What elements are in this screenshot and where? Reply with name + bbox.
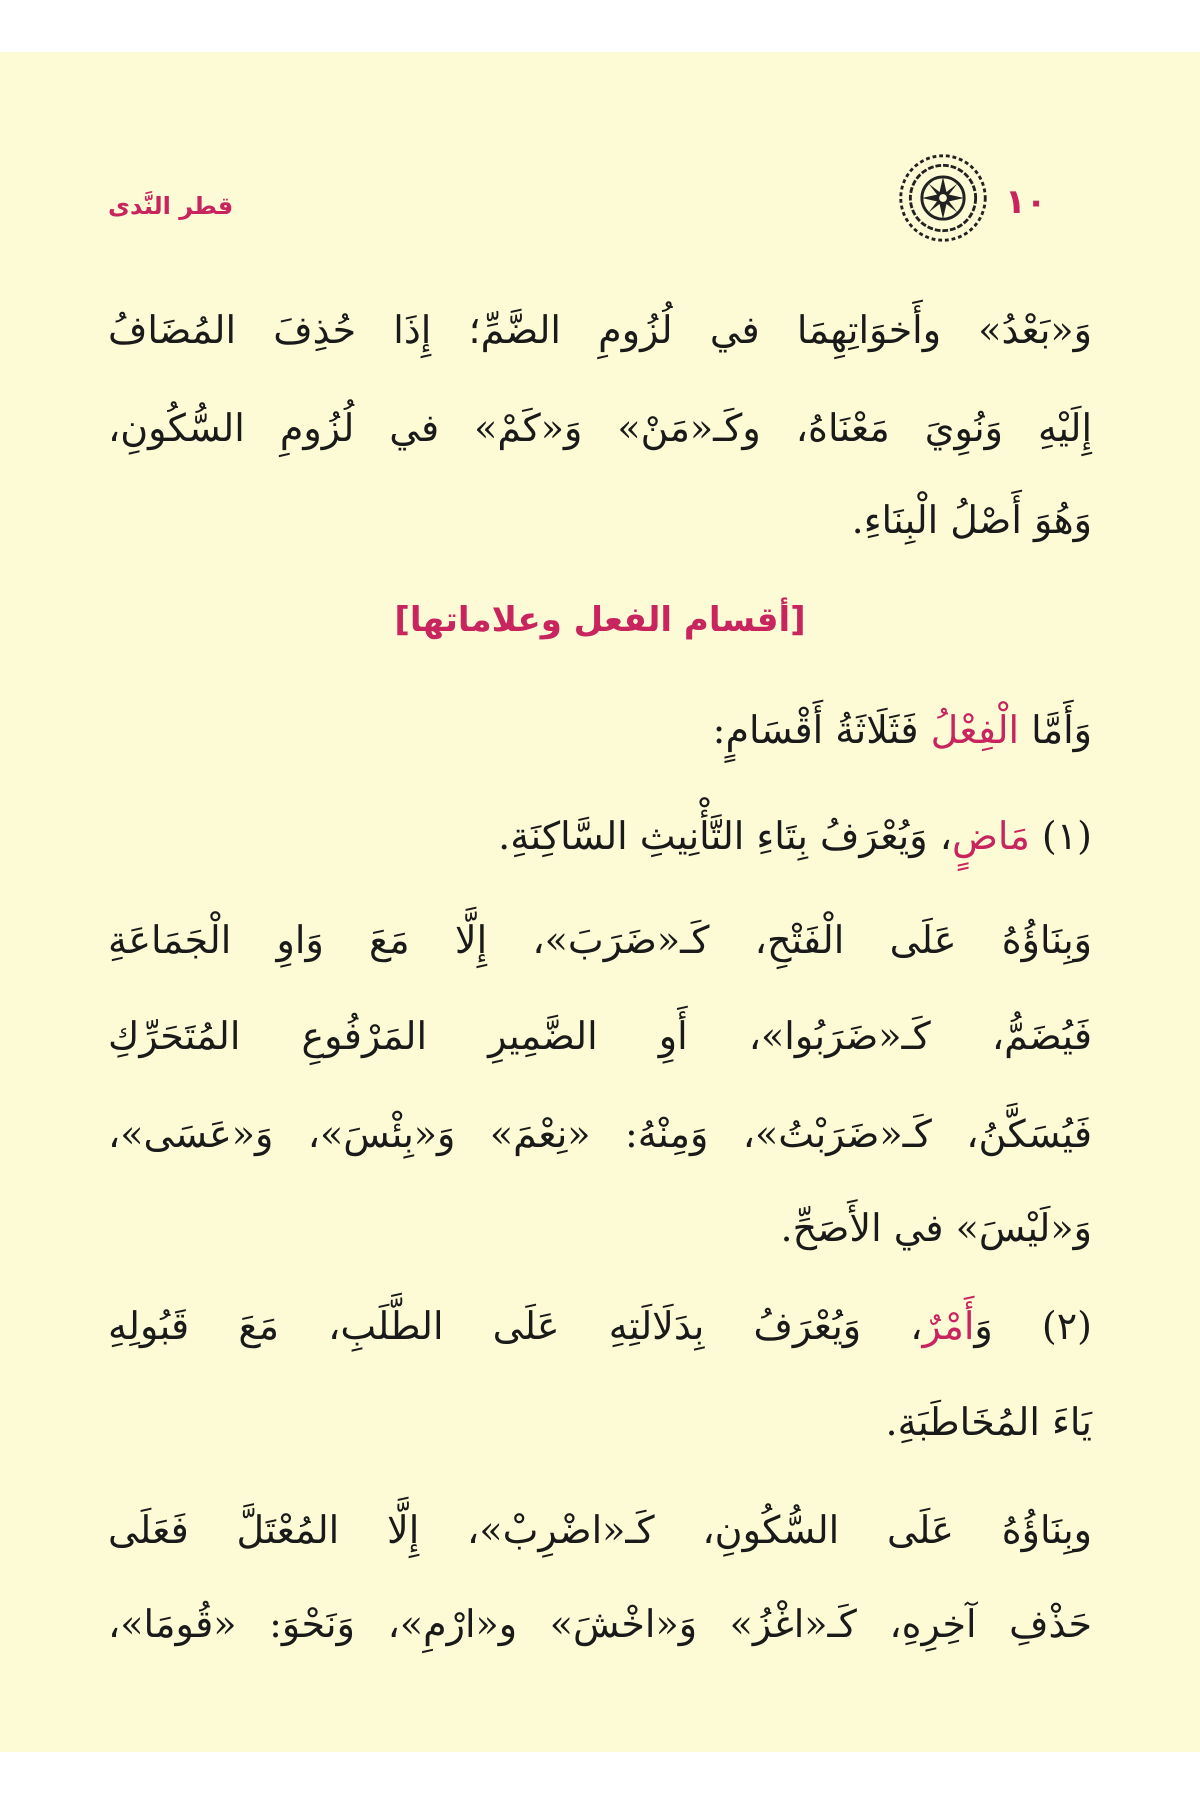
text: ، وَيُعْرَفُ بِدَلَالَتِهِ عَلَى الطَّلَبِ، مَعَ قَبُولِهِ [108,1304,923,1348]
highlighted-term: مَاضٍ [951,814,1030,858]
text-line: يَاءَ المُخَاطَبَةِ. [885,1400,1092,1444]
paragraph-past-verb [108,806,1092,866]
ornament-rosette-icon [895,150,991,246]
text: (٢) وَ [974,1304,1092,1348]
text-line: فَيُضَمُّ، كَـ«ضَرَبُوا»، أَوِ الضَّمِيرِ المَرْفُوعِ المُتَحَرِّكِ [108,1014,1092,1058]
section-heading: [أقسام الفعل وعلاماتها] [394,600,806,640]
page-number: ١٠ [1005,182,1047,222]
text-line: وبِنَاؤُهُ عَلَى السُّكُونِ، كَـ«اضْرِبْ»، إِلَّا المُعْتَلَّ فَعَلَى [108,1508,1092,1552]
highlighted-term: أَمْرٌ [922,1304,975,1348]
text-line: فَيُسَكَّنُ، كَـ«ضَرَبْتُ»، وَمِنْهُ: «نِعْمَ» وَ«بِئْسَ»، وَ«عَسَى»، [108,1112,1093,1156]
text: فَثَلَاثَةُ أَقْسَامٍ: [712,708,931,752]
text-line: وَ«لَيْسَ» في الأَصَحِّ. [780,1206,1092,1250]
text: وَأَمَّا [1019,708,1092,752]
paragraph-verb-intro [108,700,1092,760]
text: ، وَيُعْرَفُ بِتَاءِ التَّأْنِيثِ السَّاكِنَةِ. [498,814,952,858]
text-line: إِلَيْهِ وَنُوِيَ مَعْنَاهُ، وكَـ«مَنْ» وَ«كَمْ» في لُزُومِ السُّكُونِ، [108,406,1092,450]
text-line: حَذْفِ آخِرِهِ، كَـ«اغْزُ» وَ«اخْشَ» و«ارْمِ»، وَنَحْوَ: «قُومَا»، [108,1602,1092,1646]
text-line: وَ«بَعْدُ» وأَخوَاتِهِمَا في لُزُومِ الضَّمِّ؛ إِذَا حُذِفَ المُضَافُ [108,308,1092,352]
highlighted-term: الْفِعْلُ [930,708,1020,752]
text: (١) [1029,814,1092,858]
text-line: وَهُوَ أَصْلُ الْبِنَاءِ. [851,498,1092,542]
text-line: وَبِنَاؤُهُ عَلَى الْفَتْحِ، كَـ«ضَرَبَ»، إِلَّا مَعَ وَاوِ الْجَمَاعَةِ [108,918,1092,962]
running-header-title: قطر النَّدى [108,192,234,220]
paragraph-imperative [108,1296,1092,1356]
